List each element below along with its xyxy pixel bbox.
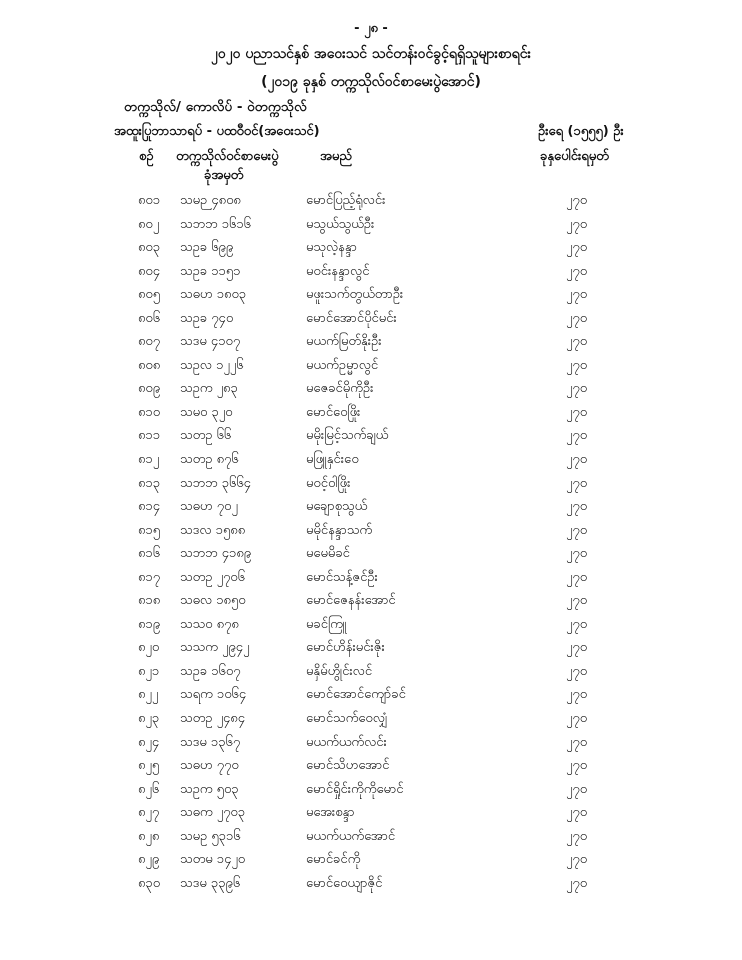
row-seq: ၈၀၁	[138, 193, 161, 208]
row-days: ၂၇၀	[566, 687, 588, 703]
row-days: ၂၇၀	[566, 357, 588, 373]
row-roll-number: သမ၀ ၃၂၀	[180, 404, 233, 420]
row-name: မောင်အောင်ပိုင်မင်း	[306, 310, 397, 326]
row-roll-number: သသ၀ ၈၇၈	[180, 616, 239, 632]
row-name: မမေမိခင်	[306, 546, 350, 562]
row-seq: ၈၂၄	[138, 734, 160, 750]
table-row	[0, 686, 742, 710]
row-name: မအေးစန္ဒာ	[306, 805, 355, 821]
row-seq: ၈၂၈	[138, 828, 160, 844]
document-title: ၂၀၂၀ ပညာသင်နှစ် အဝေးသင် သင်တန်းဝင်ခွင့်ရရှိသူများစာရင်း	[210, 46, 532, 62]
row-days: ၂၇၀	[566, 381, 588, 397]
row-roll-number: သဥခ ၁၆၀၇	[180, 663, 241, 679]
row-roll-number: သဓဟ ၁၈၀၃	[180, 287, 247, 303]
row-days: ၂၇၀	[566, 499, 588, 515]
table-row	[0, 592, 742, 616]
row-roll-number: သဥလ ၁၂၂၆	[180, 357, 244, 373]
row-days: ၂၇၀	[566, 616, 588, 632]
row-name: မဝင့်ဝါဖြိုး	[306, 475, 351, 491]
row-seq: ၈၀၈	[138, 357, 161, 373]
row-roll-number: သတမ ၁၄၂၀	[180, 852, 246, 868]
row-roll-number: သဥခ ၇၄၀	[180, 310, 234, 326]
row-seq: ၈၁၁	[138, 428, 161, 444]
row-seq: ၈၂၇	[138, 805, 160, 821]
table-row	[0, 781, 742, 805]
table-row	[0, 239, 742, 263]
row-seq: ၈၂၂	[138, 687, 159, 703]
row-days: ၂၇၀	[566, 546, 588, 562]
row-roll-number: သဒမ ၁၃၆၇	[180, 734, 241, 750]
row-roll-number: သဥက ၅၀၃	[180, 781, 239, 797]
row-roll-number: သဒလ ၁၅၈၈	[180, 522, 246, 538]
row-roll-number: သမဥ ၅၃၁၆	[180, 828, 241, 844]
row-seq: ၈၀၃	[138, 240, 161, 256]
row-days: ၂၇၀	[566, 758, 588, 774]
row-name: မသုလဲ့နန္ဒာ	[306, 240, 357, 256]
row-roll-number: သဘဘ ၃၆၆၄	[180, 475, 251, 491]
row-name: မမိုးမြင့်သက်ချယ်	[306, 428, 389, 444]
row-days: ၂၇၀	[566, 263, 588, 279]
row-name: မဇေခင်မိုကိုဦး	[306, 381, 374, 397]
row-name: မခင်ကြူ	[306, 616, 347, 632]
table-row	[0, 498, 742, 522]
table-row	[0, 734, 742, 758]
row-days: ၂၇၀	[566, 875, 588, 891]
row-roll-number: သဒမ ၃၃၉၆	[180, 875, 241, 891]
row-days: ၂၇၀	[566, 522, 588, 538]
table-row	[0, 804, 742, 828]
row-days: ၂၇၀	[566, 734, 588, 750]
row-roll-number: သတဥ ၈၇၆	[180, 452, 239, 468]
table-row	[0, 710, 742, 734]
row-seq: ၈၁၉	[138, 616, 161, 632]
table-row	[0, 663, 742, 687]
row-days: ၂၇၀	[566, 569, 588, 585]
table-row	[0, 333, 742, 357]
row-roll-number: သတဥ ၂၄၈၄	[180, 711, 246, 727]
table-row	[0, 216, 742, 240]
row-days: ၂၇၀	[566, 287, 588, 303]
table-row	[0, 263, 742, 287]
column-header-name: အမည်	[320, 149, 352, 164]
row-seq: ၈၁၃	[138, 475, 161, 491]
row-days: ၂၇၀	[566, 663, 588, 679]
table-row	[0, 828, 742, 852]
table-row	[0, 851, 742, 875]
row-roll-number: သဓက ၂၇၀၃	[180, 805, 246, 821]
row-roll-number: သတဥ ၂၇၀၆	[180, 569, 245, 585]
row-days: ၂၇၀	[566, 593, 588, 609]
university-line: တက္ကသိုလ်/ ကောလိပ် - ဝဲတက္ကသိုလ်	[124, 99, 307, 115]
table-row	[0, 569, 742, 593]
row-seq: ၈၁၅	[138, 522, 161, 538]
total-count-heading: ဦးရေ (၁၅၅၅) ဦး	[538, 124, 624, 139]
row-roll-number: သဓဟ ၇၀၂	[180, 499, 238, 515]
row-name: မောင်သန့်ဇင်ဦး	[306, 569, 378, 585]
column-header-days: ခုနှပေါင်းရမှတ်	[540, 149, 609, 164]
row-name: မောင်အောင်ကျော်ခင်	[306, 687, 406, 703]
row-roll-number: သဥခ ၆၉၉	[180, 240, 234, 256]
row-seq: ၈၂၃	[138, 711, 160, 727]
row-seq: ၈၁၀	[138, 404, 161, 420]
row-roll-number: သရက ၁၀၆၄	[180, 687, 247, 703]
document-subtitle: (၂၀၁၉ ခုနှစ် တက္ကသိုလ်ဝင်စာမေးပွဲအောင်)	[261, 74, 481, 90]
row-name: မယက်မြတ်နိုးဦး	[306, 334, 382, 350]
row-roll-number: သဓလ ၁၈၅၀	[180, 593, 246, 609]
row-seq: ၈၂၀	[138, 640, 160, 656]
row-name: မဖူးသက်တွယ်တာဦး	[306, 287, 404, 303]
table-row	[0, 875, 742, 899]
row-roll-number: သဒမ ၄၁၀၇	[180, 334, 241, 350]
row-seq: ၈၁၂	[138, 452, 160, 468]
row-name: မသွယ်သွယ်ဦး	[306, 216, 375, 232]
row-seq: ၈၀၄	[138, 263, 161, 279]
column-header-roll-line2: ခုံအမှတ်	[204, 168, 244, 183]
row-name: မောင်ဇေနန်းအောင်	[306, 593, 396, 609]
row-seq: ၈၁၄	[138, 499, 161, 515]
row-seq: ၈၂၉	[138, 852, 160, 868]
row-seq: ၈၁၈	[138, 593, 161, 609]
row-name: မယက်ဥမ္မာလွင်	[306, 357, 379, 373]
row-seq: ၈၁၇	[138, 569, 161, 585]
row-days: ၂၇၀	[566, 852, 588, 868]
table-row	[0, 639, 742, 663]
page-number: - ၂၈ -	[354, 21, 388, 36]
table-row	[0, 357, 742, 381]
student-list	[0, 192, 742, 898]
row-name: မောင်သိဟအောင်	[306, 758, 390, 774]
row-days: ၂၇၀	[566, 475, 588, 491]
row-roll-number: သဓဟ ၇၇၀	[180, 758, 239, 774]
row-seq: ၈၂၆	[138, 781, 160, 797]
table-row	[0, 286, 742, 310]
row-days: ၂၇၀	[566, 240, 588, 256]
table-row	[0, 451, 742, 475]
row-days: ၂၇၀	[566, 711, 588, 727]
row-seq: ၈၂၅	[138, 758, 160, 774]
row-days: ၂၇၀	[566, 452, 588, 468]
row-name: မနှိမ်ဟွိုင်းလင်	[306, 663, 373, 679]
row-days: ၂၇၀	[566, 640, 588, 656]
row-days: ၂၇၀	[566, 216, 588, 232]
row-days: ၂၇၀	[566, 428, 588, 444]
row-name: မယက်ယက်အောင်	[306, 828, 396, 844]
row-name: မယက်ယက်လင်း	[306, 734, 387, 750]
table-row	[0, 545, 742, 569]
row-days: ၂၇၀	[566, 805, 588, 821]
row-roll-number: သဘဘ ၁၆၁၆	[180, 216, 251, 232]
row-roll-number: သသက ၂၉၄၂	[180, 640, 250, 656]
row-seq: ၈၁၆	[138, 546, 161, 562]
row-name: မချောစုသွယ်	[306, 499, 368, 515]
row-days: ၂၇၀	[566, 310, 588, 326]
row-name: မဖြူနှင်း၀ေ	[306, 452, 359, 468]
row-name: မောင်ဝေဖြိုး	[306, 404, 361, 420]
row-name: မောင်ပြည့်ရုံလင်း	[306, 193, 386, 208]
row-seq: ၈၀၆	[138, 310, 161, 326]
major-subject-heading: အထူးပြုဘာသာရပ် - ပထဝီဝင်(အဝေးသင်)	[114, 124, 320, 139]
row-roll-number: သဥက ၂၈၃	[180, 381, 238, 397]
row-seq: ၈၀၅	[138, 287, 161, 303]
row-name: မောင်ခင်ကို	[306, 852, 361, 868]
row-roll-number: သမဉ ၄၈၀၈	[180, 193, 241, 208]
row-name: မောင်သက်ဝေလျှံ	[306, 711, 388, 727]
column-header-seq: စဉ်	[139, 149, 154, 164]
row-seq: ၈၀၉	[138, 381, 161, 397]
row-seq: ၈၀၇	[138, 334, 161, 350]
table-row	[0, 616, 742, 640]
table-row	[0, 380, 742, 404]
row-seq: ၈၃၀	[138, 875, 161, 891]
row-name: မောင်ဟိန်းမင်းဇိုး	[306, 640, 385, 656]
row-roll-number: သဥခ ၁၁၅၁	[180, 263, 241, 279]
table-row	[0, 427, 742, 451]
row-name: မောင်ဝေယျာဇိုင်	[306, 875, 383, 891]
row-seq: ၈၀၂	[138, 216, 160, 232]
row-seq: ၈၂၁	[138, 663, 160, 679]
row-days: ၂၇၀	[566, 781, 588, 797]
table-row	[0, 192, 742, 216]
table-row	[0, 522, 742, 546]
table-row	[0, 404, 742, 428]
row-name: မောင်ရှိုင်းကိုကိုမောင်	[306, 781, 404, 797]
row-name: မဝင်းနန္ဒာလွင်	[306, 263, 370, 279]
row-roll-number: သတဥ ၆၆	[180, 428, 232, 444]
table-row	[0, 757, 742, 781]
row-roll-number: သဘဘ ၄၁၈၉	[180, 546, 252, 562]
row-days: ၂၇၀	[566, 334, 588, 350]
table-row	[0, 310, 742, 334]
row-days: ၂၇၀	[566, 193, 588, 208]
row-days: ၂၇၀	[566, 404, 588, 420]
column-header-roll: တက္ကသိုလ်ဝင်စာမေးပွဲ	[176, 149, 279, 164]
row-name: မမိုင်နန္ဒာသက်	[306, 522, 373, 538]
table-row	[0, 475, 742, 499]
row-days: ၂၇၀	[566, 828, 588, 844]
